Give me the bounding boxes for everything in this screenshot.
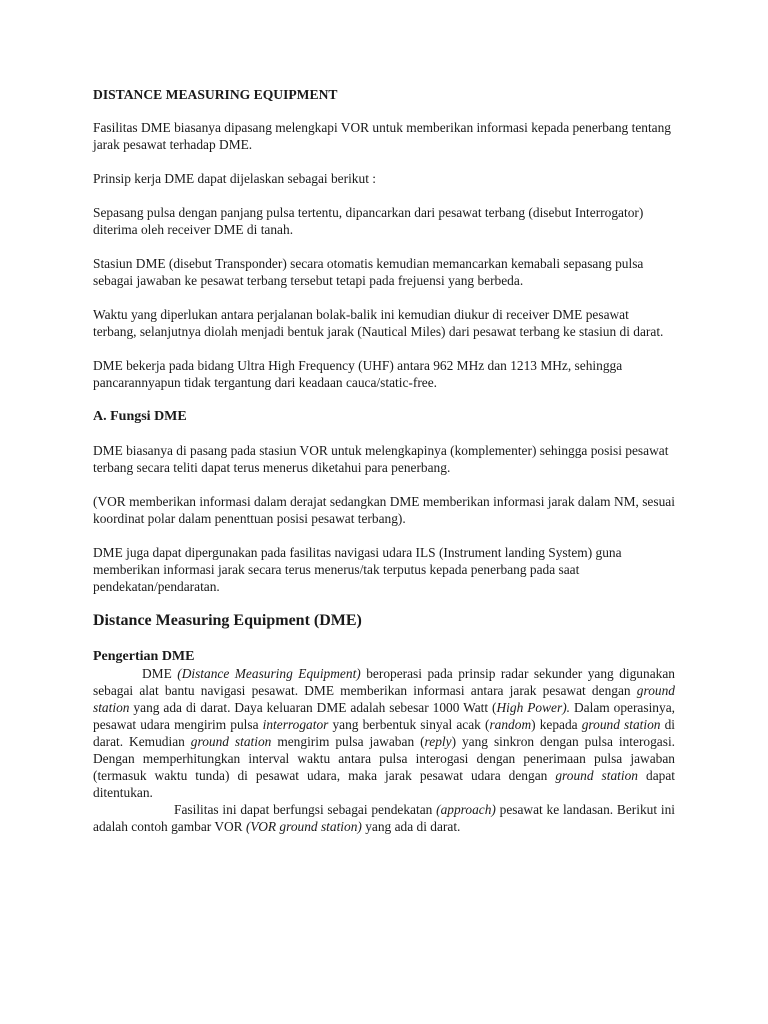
section-a-paragraph-3: DME juga dapat dipergunakan pada fasilitas navigasi udara ILS (Instrument landing System) guna memberikan informasi jarak secara terus menerus/tak terputus kepada penerbang pada saat pendekatan/pendaratan. (93, 545, 622, 594)
italic-run: (approach) (436, 802, 496, 817)
text-run: Fasilitas ini dapat berfungsi sebagai pendekatan (174, 802, 437, 817)
text-run: yang ada di darat. Daya keluaran DME adalah sebesar 1000 Watt ( (129, 700, 497, 715)
text-run: ) kepada (531, 717, 582, 732)
section-b-paragraph-1 (93, 665, 675, 801)
section-a-paragraph-2: (VOR memberikan informasi dalam derajat sedangkan DME memberikan informasi jarak dalam NM, sesuai koordinat polar dalam penenttuan posisi pesawat terbang). (93, 494, 675, 526)
document-page (93, 86, 675, 835)
italic-run: High Power). (496, 700, 571, 715)
italic-run: interrogator (262, 717, 329, 732)
intro-paragraph-3: Sepasang pulsa dengan panjang pulsa tertentu, dipancarkan dari pesawat terbang (disebut Interrogator) diterima oleh receiver DME di tanah. (93, 205, 644, 237)
section-b-paragraph-2 (93, 801, 675, 835)
text-run: pesawat ke landasan. Berikut ini adalah contoh gambar VOR (93, 802, 675, 834)
italic-run: random (489, 717, 532, 732)
intro-paragraph-2: Prinsip kerja DME dapat dijelaskan sebagai berikut : (93, 171, 376, 186)
text-run: yang ada di darat. (361, 819, 461, 834)
text-run: ) yang sinkron dengan pulsa interogasi. Dengan memperhitungkan interval waktu antara pulsa interogasi dengan penerimaan pulsa jawaban (termasuk waktu tunda) di pesawat udara, maka jarak pesawat udara dengan (93, 734, 676, 783)
italic-run: (VOR ground station) (245, 819, 362, 834)
section-a-heading: A. Fungsi DME (93, 409, 187, 424)
intro-paragraph-5: Waktu yang diperlukan antara perjalanan bolak-balik ini kemudian diukur di receiver DME pesawat terbang, selanjutnya diolah menjadi bentuk jarak (Nautical Miles) dari pesawat terbang ke stasiun di darat. (93, 307, 664, 339)
document-title: DISTANCE MEASURING EQUIPMENT (93, 87, 338, 102)
section-b-subheading: Pengertian DME (93, 649, 195, 664)
italic-run: ground station (581, 717, 661, 732)
section-b-heading: Distance Measuring Equipment (DME) (93, 612, 362, 629)
text-run: Dalam operasinya, pesawat udara mengirim pulsa (93, 700, 675, 732)
italic-run: reply (424, 734, 452, 749)
intro-paragraph-6: DME bekerja pada bidang Ultra High Frequency (UHF) antara 962 MHz dan 1213 MHz, sehingga pancarannyapun tidak tergantung dari keadaan cauca/static-free. (93, 358, 623, 390)
text-run: yang berbentuk sinyal acak ( (328, 717, 490, 732)
text-run: dapat ditentukan. (93, 768, 675, 800)
text-run: mengirim pulsa jawaban ( (271, 734, 425, 749)
section-a-paragraph-1: DME biasanya di pasang pada stasiun VOR untuk melengkapinya (komplementer) sehingga posisi pesawat terbang secara teliti dapat terus menerus diketahui para penerbang. (93, 443, 669, 475)
intro-paragraph-1: Fasilitas DME biasanya dipasang melengkapi VOR untuk memberikan informasi kepada penerbang tentang jarak pesawat terhadap DME. (93, 120, 672, 152)
italic-run: (Distance Measuring Equipment) (177, 666, 361, 681)
text-run: beroperasi pada prinsip radar sekunder yang digunakan sebagai alat bantu navigasi pesawat. DME memberikan informasi antara jarak pesawat dengan (93, 666, 675, 698)
italic-run: ground station (190, 734, 272, 749)
italic-run: ground station (93, 683, 675, 715)
italic-run: ground station (555, 768, 638, 783)
text-run: DME (142, 666, 178, 681)
intro-paragraph-4: Stasiun DME (disebut Transponder) secara otomatis kemudian memancarkan kemabali sepasang pulsa sebagai jawaban ke pesawat terbang tersebut tetapi pada frejuensi yang berbeda. (93, 256, 644, 288)
text-run: di darat. Kemudian (93, 717, 676, 749)
